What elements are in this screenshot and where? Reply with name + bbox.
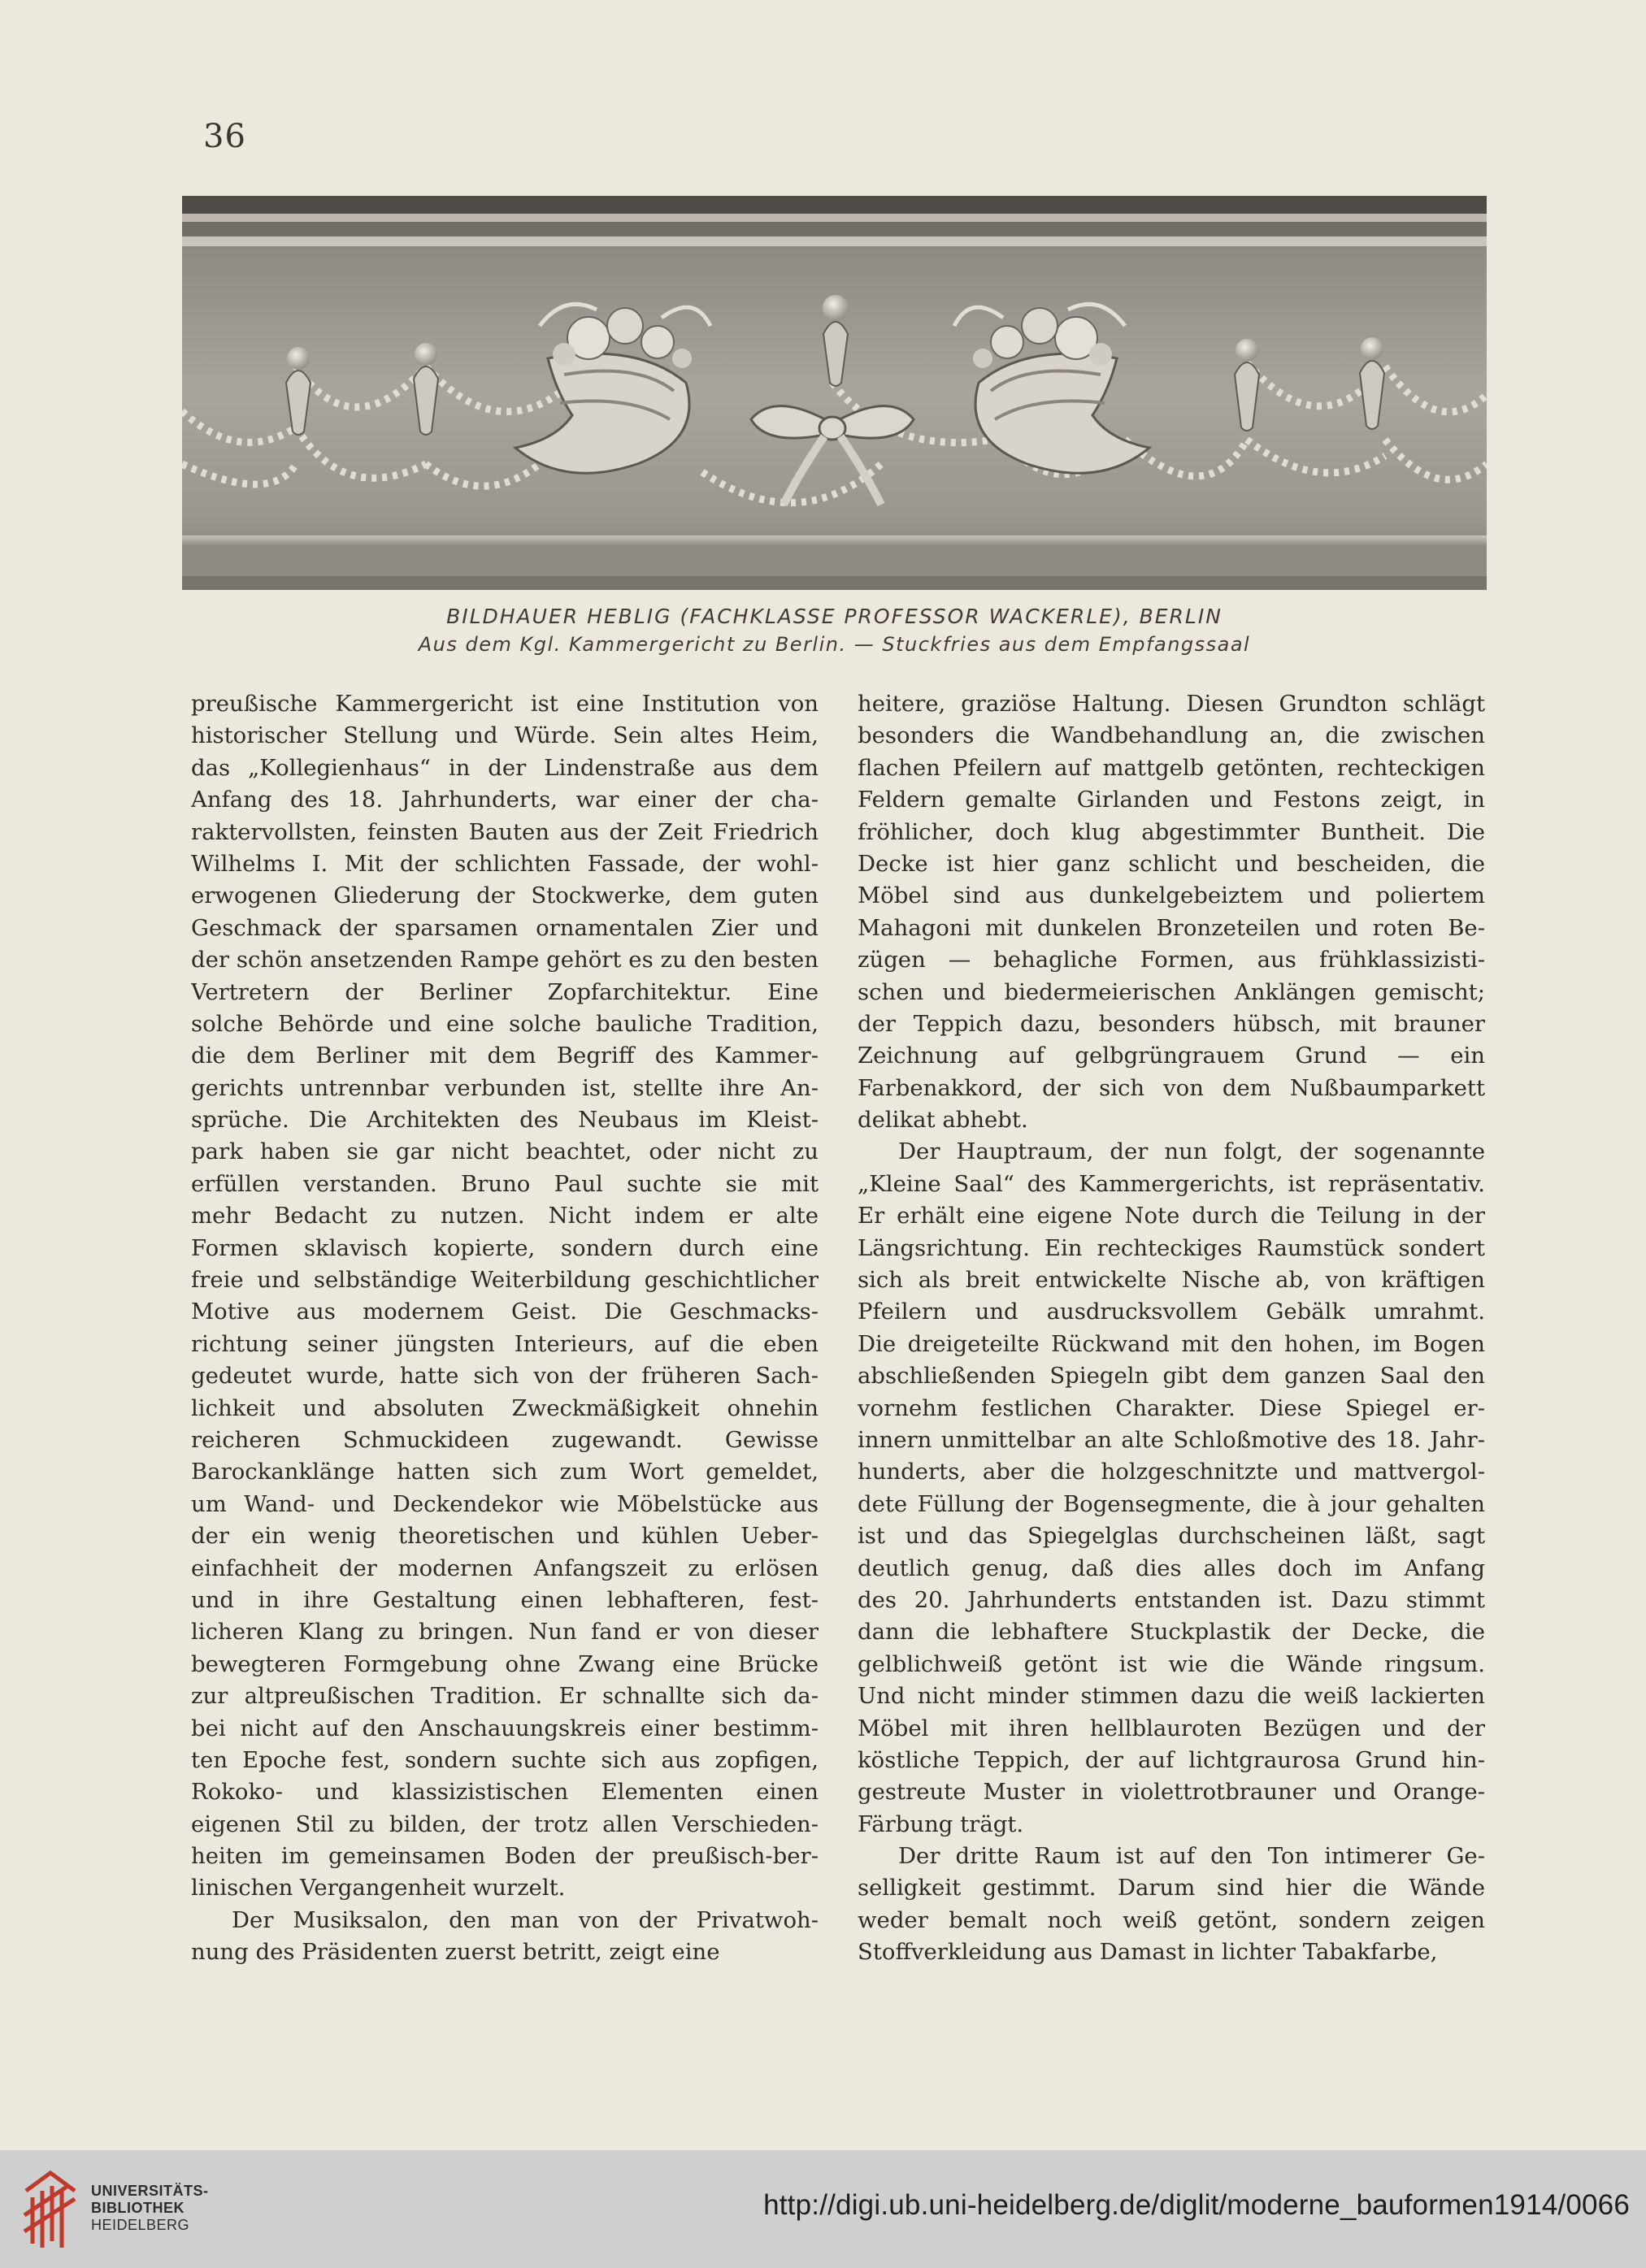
- text-line: der Teppich dazu, besonders hübsch, mit brauner: [858, 1010, 1485, 1037]
- text-line: sprüche. Die Architekten des Neubaus im Kleist-: [191, 1107, 819, 1134]
- text-line: Der Hauptraum, der nun folgt, der sogenannte: [898, 1138, 1485, 1165]
- text-line: selligkeit gestimmt. Darum sind hier die Wände: [858, 1875, 1485, 1902]
- text-line: erfüllen verstanden. Bruno Paul suchte sie mit: [191, 1170, 819, 1197]
- text-line: hunderts, aber die holzgeschnitzte und mattvergol-: [858, 1459, 1485, 1485]
- text-line: Vertretern der Berliner Zopfarchitektur. Eine: [191, 978, 819, 1005]
- text-line: der ein wenig theoretischen und kühlen Ueber-: [191, 1523, 819, 1550]
- text-line: mehr Bedacht zu nutzen. Nicht indem er alte: [191, 1203, 819, 1229]
- library-name-line2: BIBLIOTHEK: [91, 2200, 185, 2216]
- text-line: des 20. Jahrhunderts entstanden ist. Dazu stimmt: [858, 1586, 1485, 1613]
- text-line: Motive aus modernem Geist. Die Geschmacks-: [191, 1299, 819, 1325]
- library-name-line1: UNIVERSITÄTS-: [91, 2183, 209, 2199]
- text-line: Färbung trägt.: [858, 1810, 1024, 1837]
- text-line: licheren Klang zu bringen. Nun fand er von dieser: [191, 1619, 819, 1646]
- text-line: solche Behörde und eine solche bauliche Tradition,: [191, 1010, 819, 1037]
- library-footer: [0, 2150, 1646, 2268]
- text-line: das „Kollegienhaus“ in der Lindenstraße aus dem: [191, 754, 819, 781]
- university-library-logo-icon: [18, 2166, 83, 2252]
- figure-caption: [182, 603, 1487, 658]
- text-line: und in ihre Gestaltung einen lebhafteren, fest-: [191, 1586, 819, 1613]
- text-line: gelblichweiß getönt ist wie die Wände ringsum.: [858, 1650, 1485, 1677]
- text-line: deutlich genug, daß dies alles doch im Anfang: [858, 1555, 1485, 1581]
- text-line: gestreute Muster in violettrotbrauner und Orange-: [858, 1779, 1485, 1806]
- text-line: Formen sklavisch kopierte, sondern durch eine: [191, 1234, 819, 1261]
- text-line: um Wand- und Deckendekor wie Möbelstücke aus: [191, 1490, 819, 1517]
- text-line: Der dritte Raum ist auf den Ton intimerer Ge-: [898, 1843, 1485, 1870]
- text-line: Rokoko- und klassizistischen Elementen einen: [191, 1779, 819, 1806]
- text-line: vornehm festlichen Charakter. Diese Spiegel er-: [858, 1394, 1485, 1421]
- text-line: lichkeit und absoluten Zweckmäßigkeit ohnehin: [191, 1394, 819, 1421]
- text-line: dann die lebhaftere Stuckplastik der Decke, die: [858, 1619, 1485, 1646]
- text-line: Feldern gemalte Girlanden und Festons zeigt, in: [858, 787, 1485, 813]
- text-line: bewegteren Formgebung ohne Zwang eine Brücke: [191, 1650, 819, 1677]
- page-number: 36: [203, 118, 246, 155]
- frieze-illustration: [182, 196, 1487, 590]
- text-line: „Kleine Saal“ des Kammergerichts, ist repräsentativ.: [858, 1170, 1485, 1197]
- text-line: flachen Pfeilern auf mattgelb getönten, rechteckigen: [858, 754, 1485, 781]
- text-line: eigenen Stil zu bilden, der trotz allen Verschieden-: [191, 1810, 819, 1837]
- text-line: Pfeilern und ausdrucksvollem Gebälk umrahmt.: [858, 1299, 1485, 1325]
- text-line: abschließenden Spiegeln gibt dem ganzen Saal den: [858, 1363, 1485, 1390]
- text-line: erwogenen Gliederung der Stockwerke, dem guten: [191, 882, 819, 909]
- text-line: Mahagoni mit dunkelen Bronzeteilen und roten Be-: [858, 914, 1485, 941]
- text-line: zur altpreußischen Tradition. Er schnallte sich da-: [191, 1683, 819, 1710]
- text-line: richtung seiner jüngsten Interieurs, auf die eben: [191, 1330, 819, 1357]
- text-line: ten Epoche fest, sondern suchte sich aus zopfigen,: [191, 1746, 819, 1773]
- text-line: Decke ist hier ganz schlicht und bescheiden, die: [858, 850, 1485, 877]
- text-line: Anfang des 18. Jahrhunderts, war einer der cha-: [191, 787, 819, 813]
- text-line: linischen Vergangenheit wurzelt.: [191, 1875, 566, 1902]
- library-name: [91, 2183, 209, 2234]
- text-line: der schön ansetzenden Rampe gehört es zu den besten: [191, 947, 819, 974]
- text-line: Möbel mit ihren hellblauroten Bezügen und der: [858, 1715, 1485, 1741]
- text-line: raktervollsten, feinsten Bauten aus der Zeit Friedrich: [191, 818, 819, 845]
- text-line: einfachheit der modernen Anfangszeit zu erlösen: [191, 1555, 819, 1581]
- stucco-frieze-image: [182, 196, 1487, 590]
- text-line: freie und selbständige Weiterbildung geschichtlicher: [191, 1267, 819, 1294]
- text-line: Wilhelms I. Mit der schlichten Fassade, der wohl-: [191, 850, 819, 877]
- text-line: Die dreigeteilte Rückwand mit den hohen, im Bogen: [858, 1330, 1485, 1357]
- text-line: Geschmack der sparsamen ornamentalen Zier und: [191, 914, 819, 941]
- left-text-column: [191, 688, 819, 1969]
- text-line: innern unmittelbar an alte Schloßmotive des 18. Jahr-: [858, 1426, 1485, 1453]
- text-line: Der Musiksalon, den man von der Privatwoh-: [232, 1906, 819, 1933]
- text-line: Möbel sind aus dunkelgebeiztem und poliertem: [858, 882, 1485, 909]
- text-line: Und nicht minder stimmen dazu die weiß lackierten: [858, 1683, 1485, 1710]
- right-text-column: [858, 688, 1485, 1969]
- text-line: die dem Berliner mit dem Begriff des Kammer-: [191, 1043, 819, 1069]
- text-line: bei nicht auf den Anschauungskreis einer bestimm-: [191, 1715, 819, 1741]
- text-line: fröhlicher, doch klug abgestimmter Buntheit. Die: [858, 818, 1485, 845]
- library-name-line3: HEIDELBERG: [91, 2217, 190, 2233]
- logo-strokes: [24, 2173, 75, 2248]
- text-line: Er erhält eine eigene Note durch die Teilung in der: [858, 1203, 1485, 1229]
- caption-credit: BILDHAUER HEBLIG (FACHKLASSE PROFESSOR WACKERLE), BERLIN: [446, 605, 1223, 628]
- text-line: köstliche Teppich, der auf lichtgraurosa Grund hin-: [858, 1746, 1485, 1773]
- text-line: weder bemalt noch weiß getönt, sondern zeigen: [858, 1906, 1485, 1933]
- text-line: dete Füllung der Bogensegmente, die à jour gehalten: [858, 1490, 1485, 1517]
- text-line: zügen — behagliche Formen, aus frühklassizisti-: [858, 947, 1485, 974]
- text-line: reicheren Schmuckideen zugewandt. Gewisse: [191, 1426, 819, 1453]
- text-line: delikat abhebt.: [858, 1107, 1028, 1134]
- text-line: gerichts untrennbar verbunden ist, stellte ihre An-: [191, 1074, 819, 1101]
- text-line: Farbenakkord, der sich von dem Nußbaumparkett: [858, 1074, 1485, 1101]
- text-line: sich als breit entwickelte Nische ab, von kräftigen: [858, 1267, 1485, 1294]
- source-url-link[interactable]: http://digi.ub.uni-heidelberg.de/diglit/moderne_bauformen1914/0066: [763, 2189, 1630, 2221]
- text-line: Stoffverkleidung aus Damast in lichter Tabakfarbe,: [858, 1939, 1438, 1966]
- text-line: heiten im gemeinsamen Boden der preußisch-ber-: [191, 1843, 819, 1870]
- text-line: Zeichnung auf gelbgrüngrauem Grund — ein: [858, 1043, 1485, 1069]
- text-line: gedeutet wurde, hatte sich von der früheren Sach-: [191, 1363, 819, 1390]
- text-line: historischer Stellung und Würde. Sein altes Heim,: [191, 722, 819, 749]
- text-line: schen und biedermeierischen Anklängen gemischt;: [858, 978, 1485, 1005]
- caption-description: Aus dem Kgl. Kammergericht zu Berlin. — Stuckfries aus dem Empfangssaal: [418, 633, 1251, 656]
- text-line: Barockanklänge hatten sich zum Wort gemeldet,: [191, 1459, 819, 1485]
- text-line: preußische Kammergericht ist eine Institution von: [191, 691, 819, 717]
- text-line: heitere, graziöse Haltung. Diesen Grundton schlägt: [858, 691, 1485, 717]
- text-line: nung des Präsidenten zuerst betritt, zeigt eine: [191, 1939, 720, 1966]
- text-line: park haben sie gar nicht beachtet, oder nicht zu: [191, 1138, 819, 1165]
- text-line: Längsrichtung. Ein rechteckiges Raumstück sondert: [858, 1234, 1485, 1261]
- text-line: besonders die Wandbehandlung an, die zwischen: [858, 722, 1485, 749]
- text-line: ist und das Spiegelglas durchscheinen läßt, sagt: [858, 1523, 1485, 1550]
